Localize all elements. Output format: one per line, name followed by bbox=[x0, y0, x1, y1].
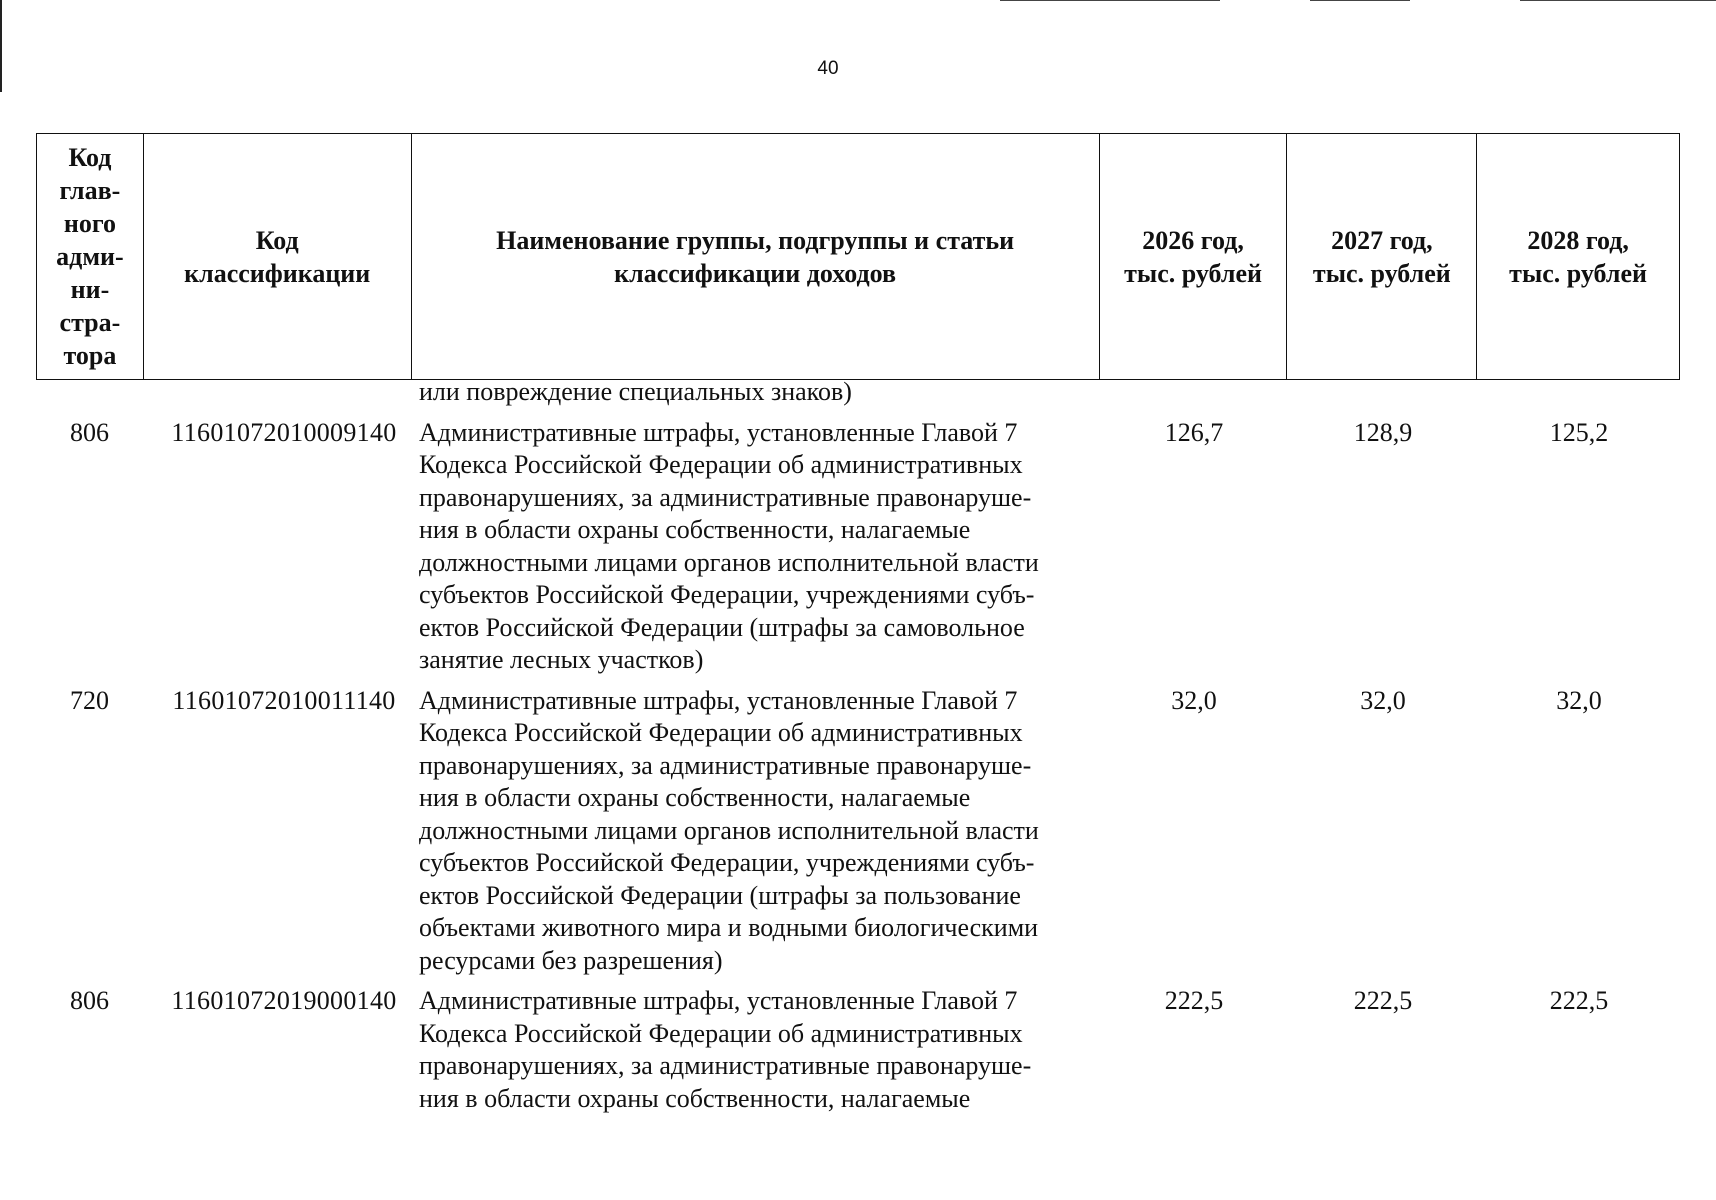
header-year-2028-text: 2028 год, тыс. рублей bbox=[1509, 225, 1648, 288]
header-year-2027 bbox=[1287, 134, 1477, 379]
table-row bbox=[36, 417, 1680, 677]
cell-2027: 128,9 bbox=[1353, 417, 1413, 447]
page-number: 40 bbox=[817, 58, 839, 79]
cell-admin-code: 720 bbox=[70, 685, 109, 715]
header-year-2028 bbox=[1477, 134, 1679, 379]
cell-name: Административные штрафы, установленные Главой 7 Кодекса Российской Федерации об административных правонарушениях, за административные правонаруше- ния в области охраны собственности, налагаемые должностными лицами органов исполнительной власти субъектов Российской Федерации, учреждениями субъ- ектов Российской Федерации (штрафы за самовольное занятие лесных участков) bbox=[419, 417, 1039, 674]
header-name bbox=[412, 134, 1100, 379]
cell-2028: 222,5 bbox=[1549, 986, 1609, 1015]
header-year-2026-text: 2026 год, тыс. рублей bbox=[1124, 225, 1262, 288]
cell-name: Административные штрафы, установленные Главой 7 Кодекса Российской Федерации об административных правонарушениях, за административные правонаруше- ния в области охраны собственности, налагаемые должностными лицами органов исполнительной власти субъектов Российской Федерации, учреждениями субъ- ектов Российской Федерации (штрафы за пользование объектами животного мира и водными биологическими ресурсами без разрешения) bbox=[419, 685, 1039, 975]
table-row bbox=[36, 985, 1680, 1115]
header-year-2027-text: 2027 год, тыс. рублей bbox=[1312, 225, 1451, 288]
cell-name: Административные штрафы, установленные Главой 7 Кодекса Российской Федерации об административных правонарушениях, за административные правонаруше- ния в области охраны собственности, налагаемые bbox=[419, 986, 1032, 1113]
continuation-text: или повреждение специальных знаков) bbox=[419, 377, 852, 406]
table-row bbox=[36, 685, 1680, 978]
scan-artifact-line bbox=[1000, 0, 1220, 1]
cell-2027: 32,0 bbox=[1360, 685, 1406, 715]
cell-2026: 32,0 bbox=[1171, 685, 1217, 715]
cell-2028: 125,2 bbox=[1549, 417, 1609, 447]
cell-2027: 222,5 bbox=[1353, 986, 1413, 1015]
cell-2028: 32,0 bbox=[1556, 685, 1602, 715]
scan-artifact-line bbox=[1520, 0, 1716, 1]
cell-classification-code: 11601072010011140 bbox=[172, 685, 396, 715]
table-body bbox=[36, 377, 1680, 1115]
cell-2026: 222,5 bbox=[1164, 986, 1224, 1015]
table-header bbox=[36, 133, 1680, 380]
header-year-2026 bbox=[1100, 134, 1288, 379]
continuation-row bbox=[36, 376, 1680, 409]
scan-artifact-line bbox=[1310, 0, 1410, 1]
cell-classification-code: 11601072010009140 bbox=[171, 417, 397, 447]
header-admin-code bbox=[37, 134, 144, 379]
header-classification-code bbox=[144, 134, 412, 379]
header-name-text: Наименование группы, подгруппы и статьи классификации доходов bbox=[496, 225, 1015, 288]
header-admin-code-text: Код глав- ного адми- ни- стра- тора bbox=[56, 143, 124, 370]
cell-classification-code: 11601072019000140 bbox=[171, 986, 397, 1015]
header-classification-code-text: Код классификации bbox=[184, 225, 371, 288]
cell-admin-code: 806 bbox=[70, 986, 109, 1015]
cell-2026: 126,7 bbox=[1164, 417, 1224, 447]
cell-admin-code: 806 bbox=[70, 417, 109, 447]
